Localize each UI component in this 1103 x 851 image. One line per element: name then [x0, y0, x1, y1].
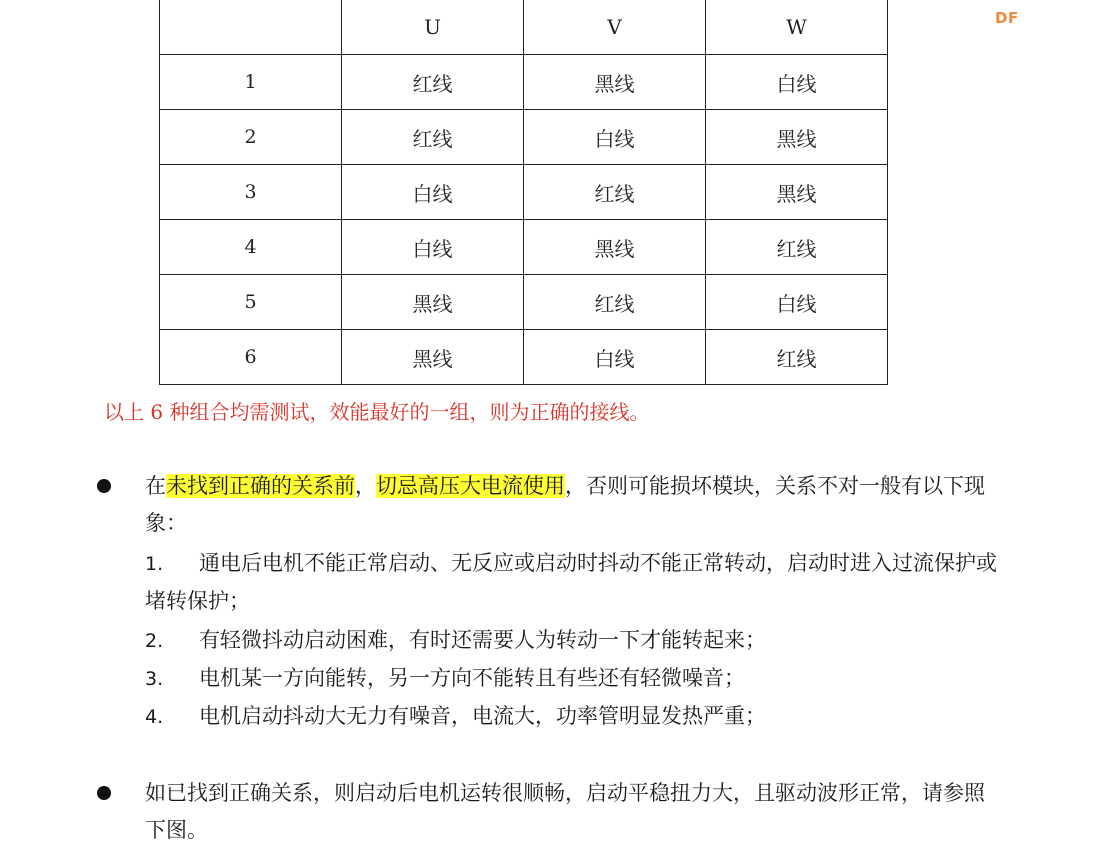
header-cell-empty: [160, 0, 342, 55]
row-number-cell: 1: [160, 55, 342, 110]
wiring-combination-table: [159, 0, 888, 385]
header-cell-w: W: [706, 0, 888, 55]
warning-paragraph: [145, 468, 1005, 542]
row-number-cell: 2: [160, 110, 342, 165]
table-cell: 白线: [342, 165, 524, 220]
bullet-dot-icon: [97, 786, 111, 800]
table-cell: 黑线: [342, 330, 524, 385]
list-number: 3.: [145, 668, 164, 690]
bullet-dot-icon: [97, 479, 111, 493]
table-cell: 白线: [706, 275, 888, 330]
row-number-cell: 6: [160, 330, 342, 385]
row-number-cell: 5: [160, 275, 342, 330]
table-row: [160, 165, 888, 220]
warning-pre-text: 在: [145, 474, 166, 498]
table-cell: 红线: [706, 330, 888, 385]
df-watermark-logo: DF: [995, 9, 1019, 27]
table-header-row: [160, 0, 888, 55]
table-row: [160, 110, 888, 165]
table-cell: 白线: [706, 55, 888, 110]
list-number: 2.: [145, 630, 164, 652]
table-row: [160, 330, 888, 385]
table-cell: 红线: [524, 275, 706, 330]
list-number: 1.: [145, 553, 164, 575]
correct-relation-paragraph: 如已找到正确关系，则启动后电机运转很顺畅，启动平稳扭力大，且驱动波形正常，请参照下图。: [145, 781, 985, 842]
table-row: [160, 220, 888, 275]
table-cell: 黑线: [524, 220, 706, 275]
table-cell: 白线: [342, 220, 524, 275]
header-cell-u: U: [342, 0, 524, 55]
list-item: [145, 660, 1005, 698]
list-number: 4.: [145, 706, 164, 728]
table-row: [160, 55, 888, 110]
row-number-cell: 3: [160, 165, 342, 220]
row-number-cell: 4: [160, 220, 342, 275]
highlighted-warning-1: 未找到正确的关系前: [166, 474, 355, 498]
table-cell: 红线: [342, 55, 524, 110]
list-item: [145, 545, 1005, 620]
table-cell: 白线: [524, 110, 706, 165]
list-item-text: 有轻微抖动启动困难，有时还需要人为转动一下才能转起来；: [199, 628, 766, 652]
list-item-text: 通电后电机不能正常启动、无反应或启动时抖动不能正常转动，启动时进入过流保护或堵转保护；: [145, 551, 997, 613]
test-combination-note: 以上 6 种组合均需测试，效能最好的一组，则为正确的接线。: [104, 400, 650, 424]
warning-post-text: ，否则可能损坏模块，关系不对一般有以下现象：: [145, 474, 985, 535]
highlighted-warning-2: 切忌高压大电流使用: [376, 474, 565, 498]
table-cell: 黑线: [524, 55, 706, 110]
table-cell: 黑线: [706, 165, 888, 220]
header-cell-v: V: [524, 0, 706, 55]
table-cell: 红线: [706, 220, 888, 275]
table-cell: 黑线: [706, 110, 888, 165]
table-cell: 黑线: [342, 275, 524, 330]
list-item: [145, 622, 1005, 660]
table-row: [160, 275, 888, 330]
table-cell: 红线: [524, 165, 706, 220]
list-item-text: 电机某一方向能转，另一方向不能转且有些还有轻微噪音；: [199, 666, 745, 690]
warning-comma: ，: [355, 474, 376, 498]
list-item-text: 电机启动抖动大无力有噪音，电流大，功率管明显发热严重；: [199, 704, 766, 728]
table-cell: 红线: [342, 110, 524, 165]
table-cell: 白线: [524, 330, 706, 385]
list-item: [145, 698, 1005, 736]
